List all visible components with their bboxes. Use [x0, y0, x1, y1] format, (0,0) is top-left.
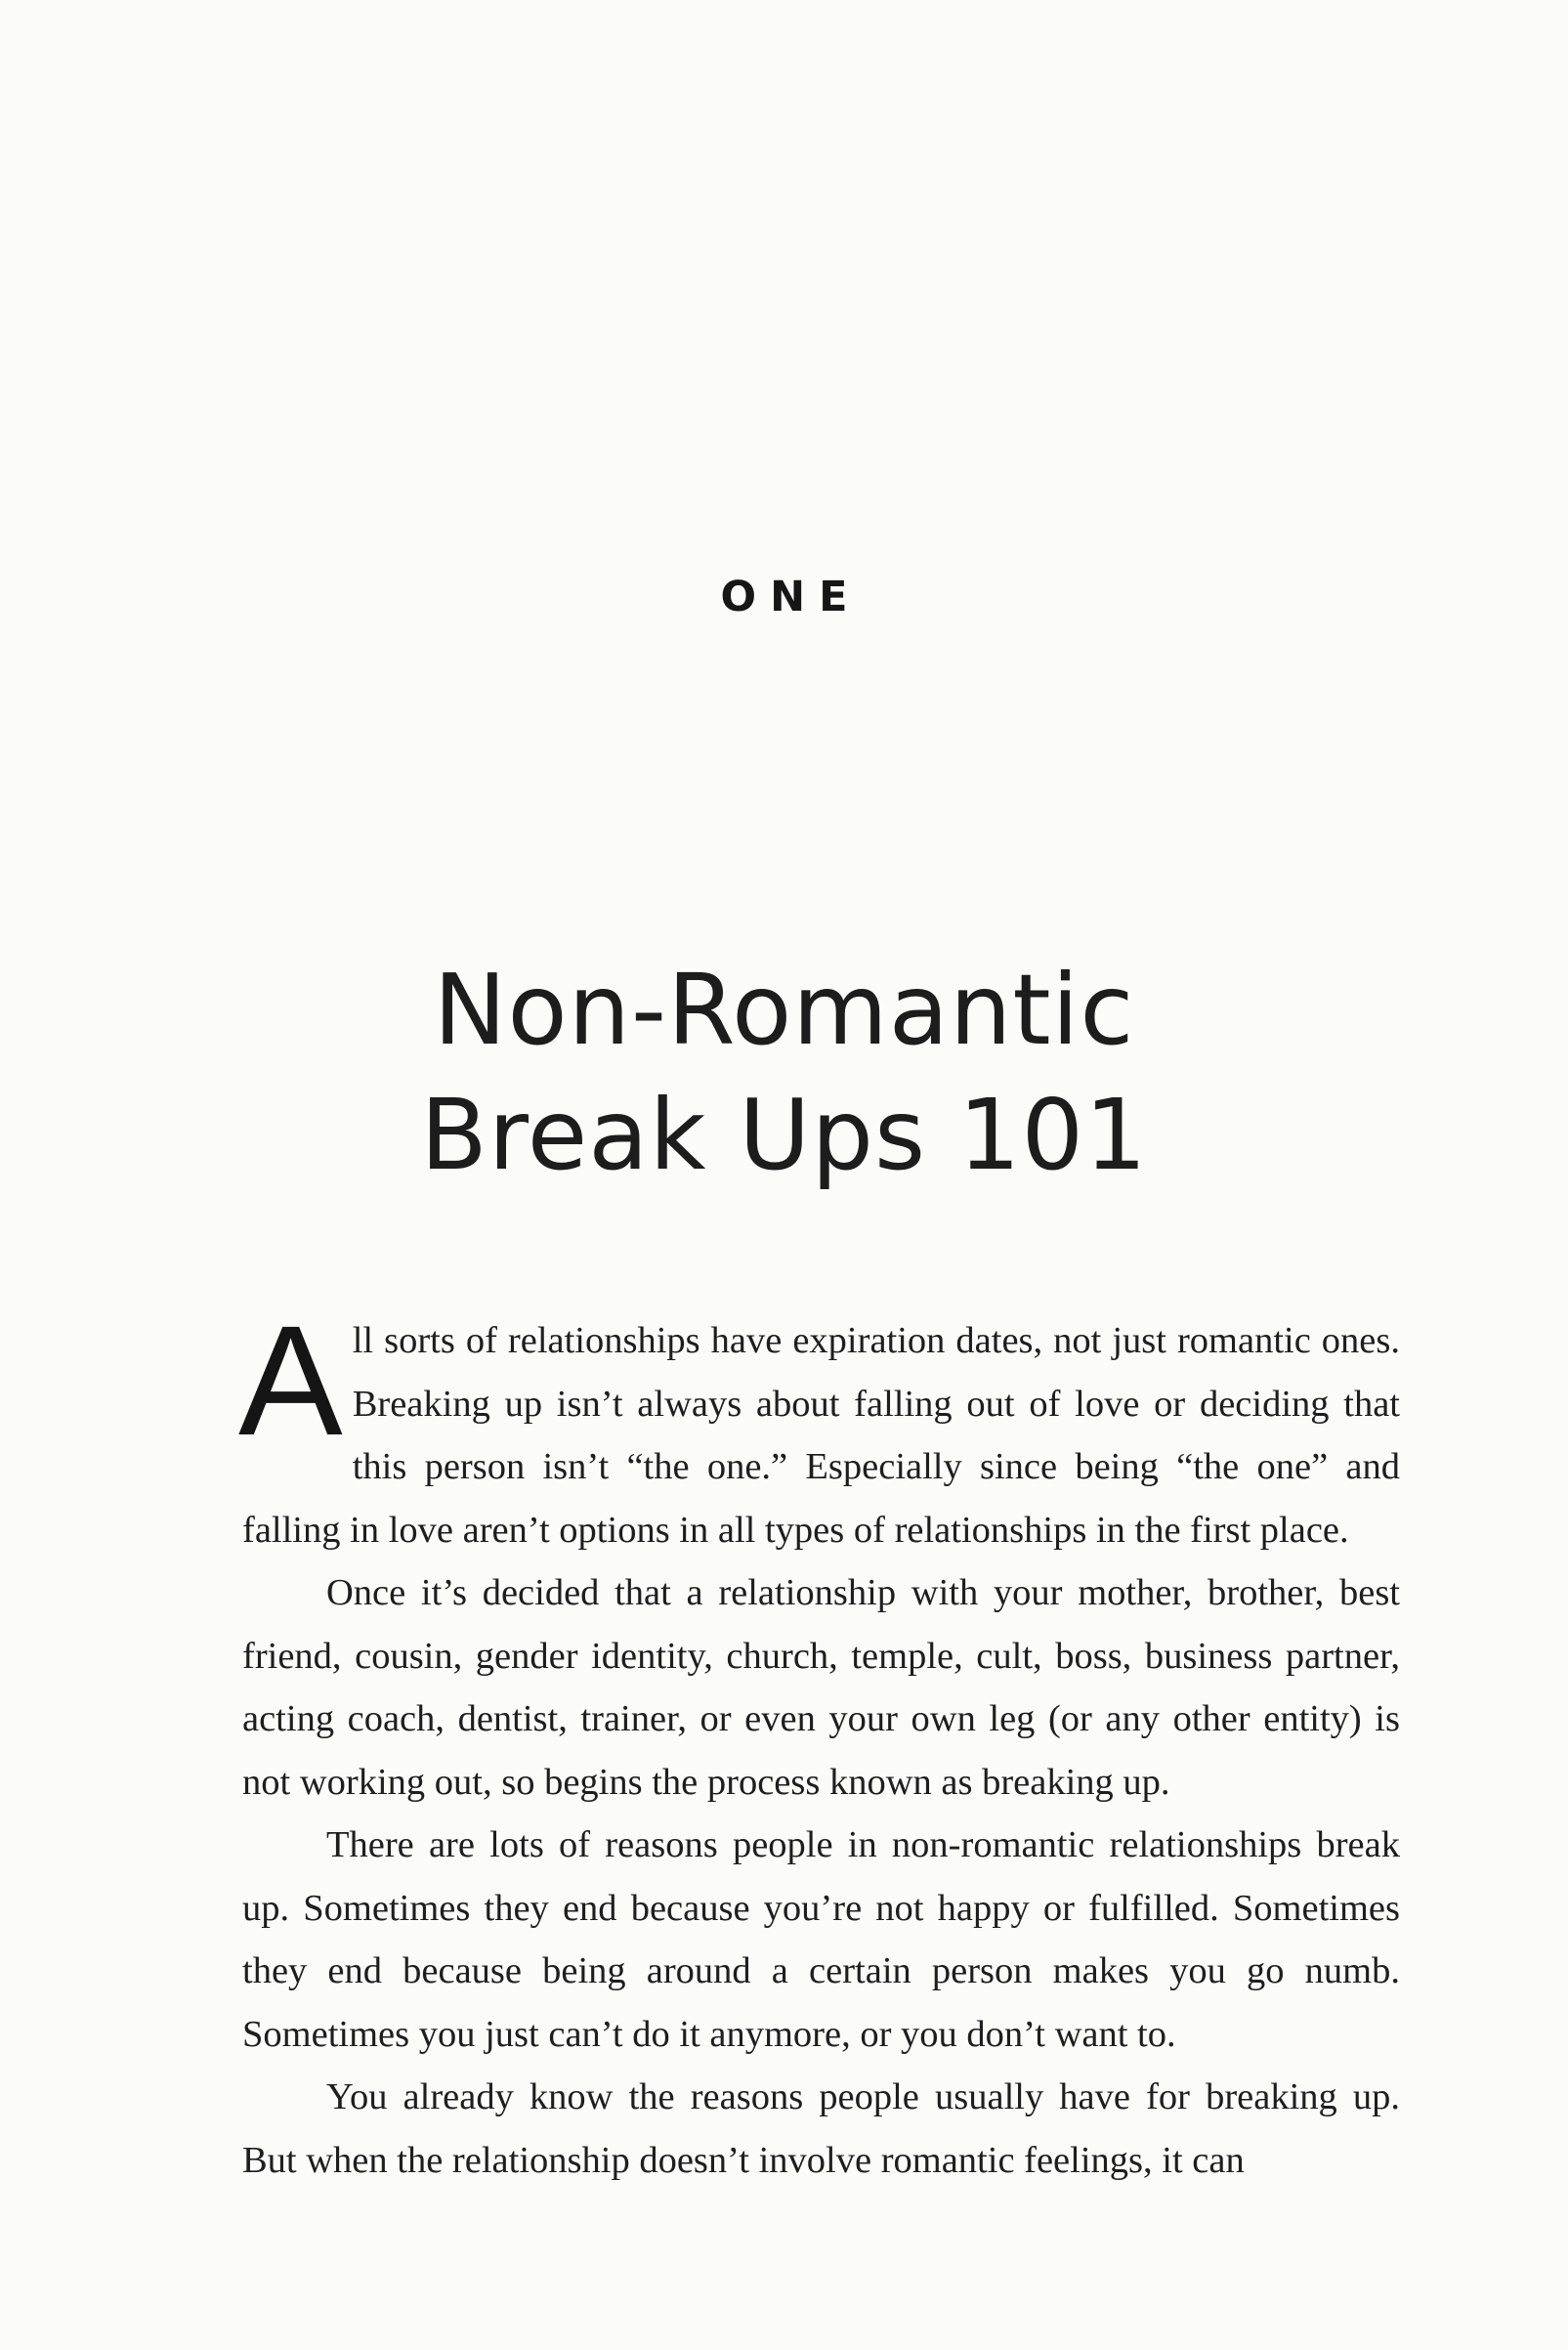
paragraph-3: There are lots of reasons people in non-romantic relationships break up. Sometimes they end because you’re not happy or fulfilled. Sometimes they end because being around a certain person makes you go numb. Sometimes you just can’t do it anymore, or you don’t want to.: [242, 1824, 1400, 2055]
body-text: [238, 1293, 1400, 2192]
paragraph-2: Once it’s decided that a relationship with your mother, brother, best friend, cousin, gender identity, church, temple, cult, boss, business partner, acting coach, dentist, trainer, or even your own leg (or any other entity) is not working out, so begins the process known as breaking up.: [242, 1572, 1400, 1803]
paragraph-1: [238, 1293, 1400, 1561]
chapter-title: [0, 948, 1568, 1198]
chapter-title-line-1: Non-Romantic: [433, 953, 1135, 1067]
drop-cap: A: [238, 1293, 343, 1468]
paragraph-1-text: ll sorts of relationships have expiration dates, not just romantic ones. Breaking up isn’t always about falling out of love or deciding that this person isn’t “the one.” Especially since being “the one” and falling in love aren’t options in all types of relationships in the first place.: [242, 1320, 1400, 1551]
chapter-number: ONE: [720, 573, 862, 621]
paragraph-4: You already know the reasons people usually have for breaking up. But when the relationship doesn’t involve romantic feelings, it can: [242, 2076, 1400, 2181]
chapter-title-line-2: Break Ups 101: [420, 1078, 1148, 1192]
